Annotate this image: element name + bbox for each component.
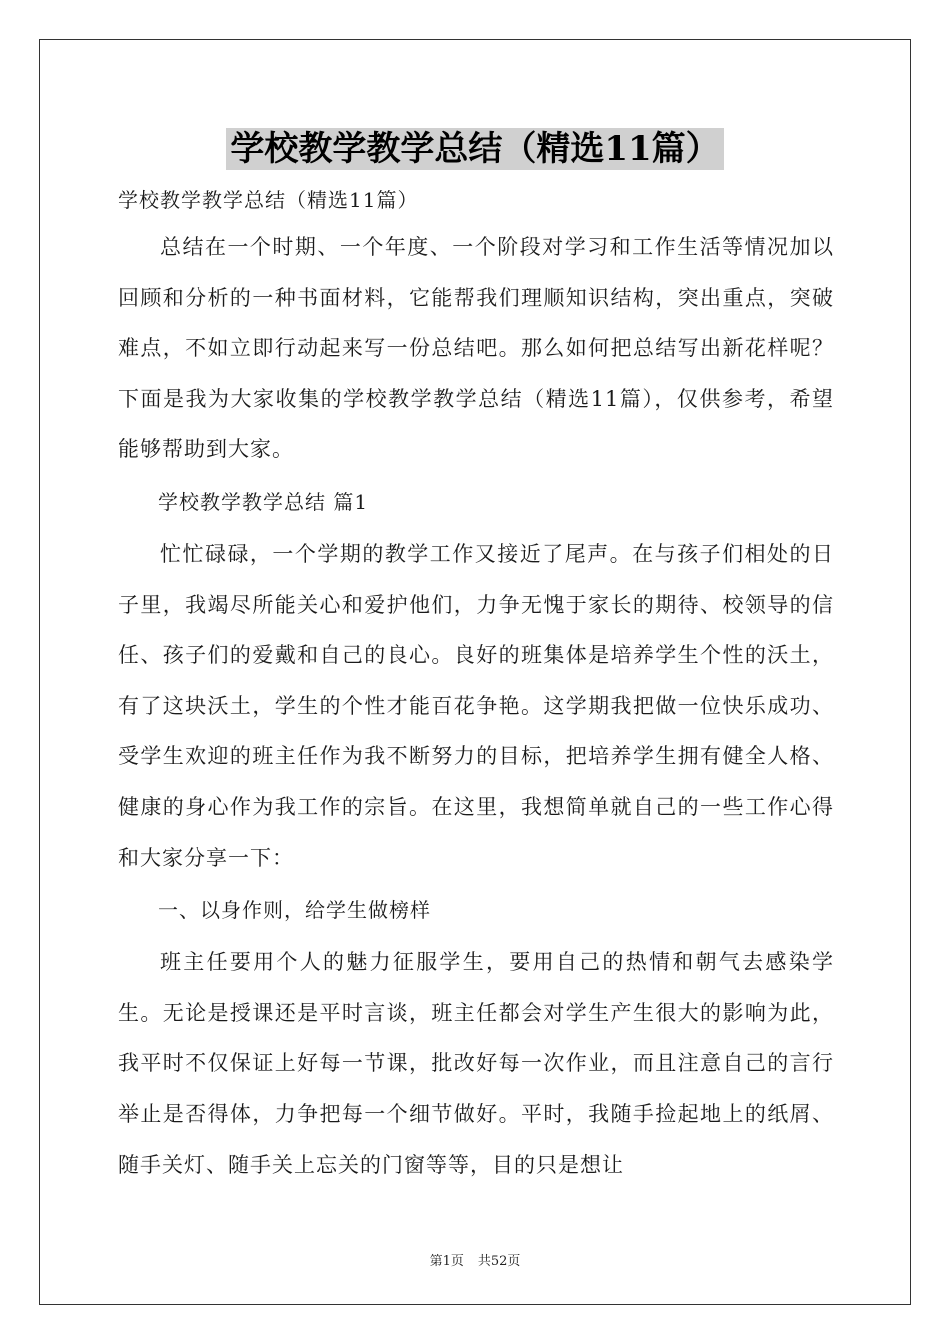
point-heading: 一、以身作则，给学生做榜样 (158, 898, 431, 923)
document-title-text: 学校教学教学总结（精选11篇） (226, 128, 723, 170)
intro-paragraph: 总结在一个时期、一个年度、一个阶段对学习和工作生活等情况加以回顾和分析的一种书面材料，它能帮我们理顺知识结构，突出重点，突破难点，不如立即行动起来写一份总结吧。那么如何把总结写出新花样呢？下面是我为大家收集的学校教学教学总结（精选11篇），仅供参考，希望能够帮助到大家。 (118, 235, 834, 462)
page-footer (0, 1250, 950, 1269)
page-total: 共52页 (477, 1254, 521, 1269)
document-body (118, 178, 834, 1190)
point-paragraph: 班主任要用个人的魅力征服学生，要用自己的热情和朝气去感染学生。无论是授课还是平时言谈，班主任都会对学生产生很大的影响为此，我平时不仅保证上好每一节课，批改好每一次作业，而且注意自己的言行举止是否得体，力争把每一个细节做好。平时，我随手捡起地上的纸屑、随手关灯、随手关上忘关的门窗等等，目的只是想让 (118, 950, 834, 1177)
section-heading: 学校教学教学总结 篇1 (158, 489, 369, 514)
document-title (0, 128, 950, 170)
section-paragraph: 忙忙碌碌，一个学期的教学工作又接近了尾声。在与孩子们相处的日子里，我竭尽所能关心和爱护他们，力争无愧于家长的期待、校领导的信任、孩子们的爱戴和自己的良心。良好的班集体是培养学生个性的沃土，有了这块沃土，学生的个性才能百花争艳。这学期我把做一位快乐成功、受学生欢迎的班主任作为我不断努力的目标，把培养学生拥有健全人格、健康的身心作为我工作的宗旨。在这里，我想简单就自己的一些工作心得和大家分享一下： (118, 541, 834, 870)
document-subtitle: 学校教学教学总结（精选11篇） (118, 188, 419, 212)
page-number: 第1页 (429, 1254, 464, 1269)
